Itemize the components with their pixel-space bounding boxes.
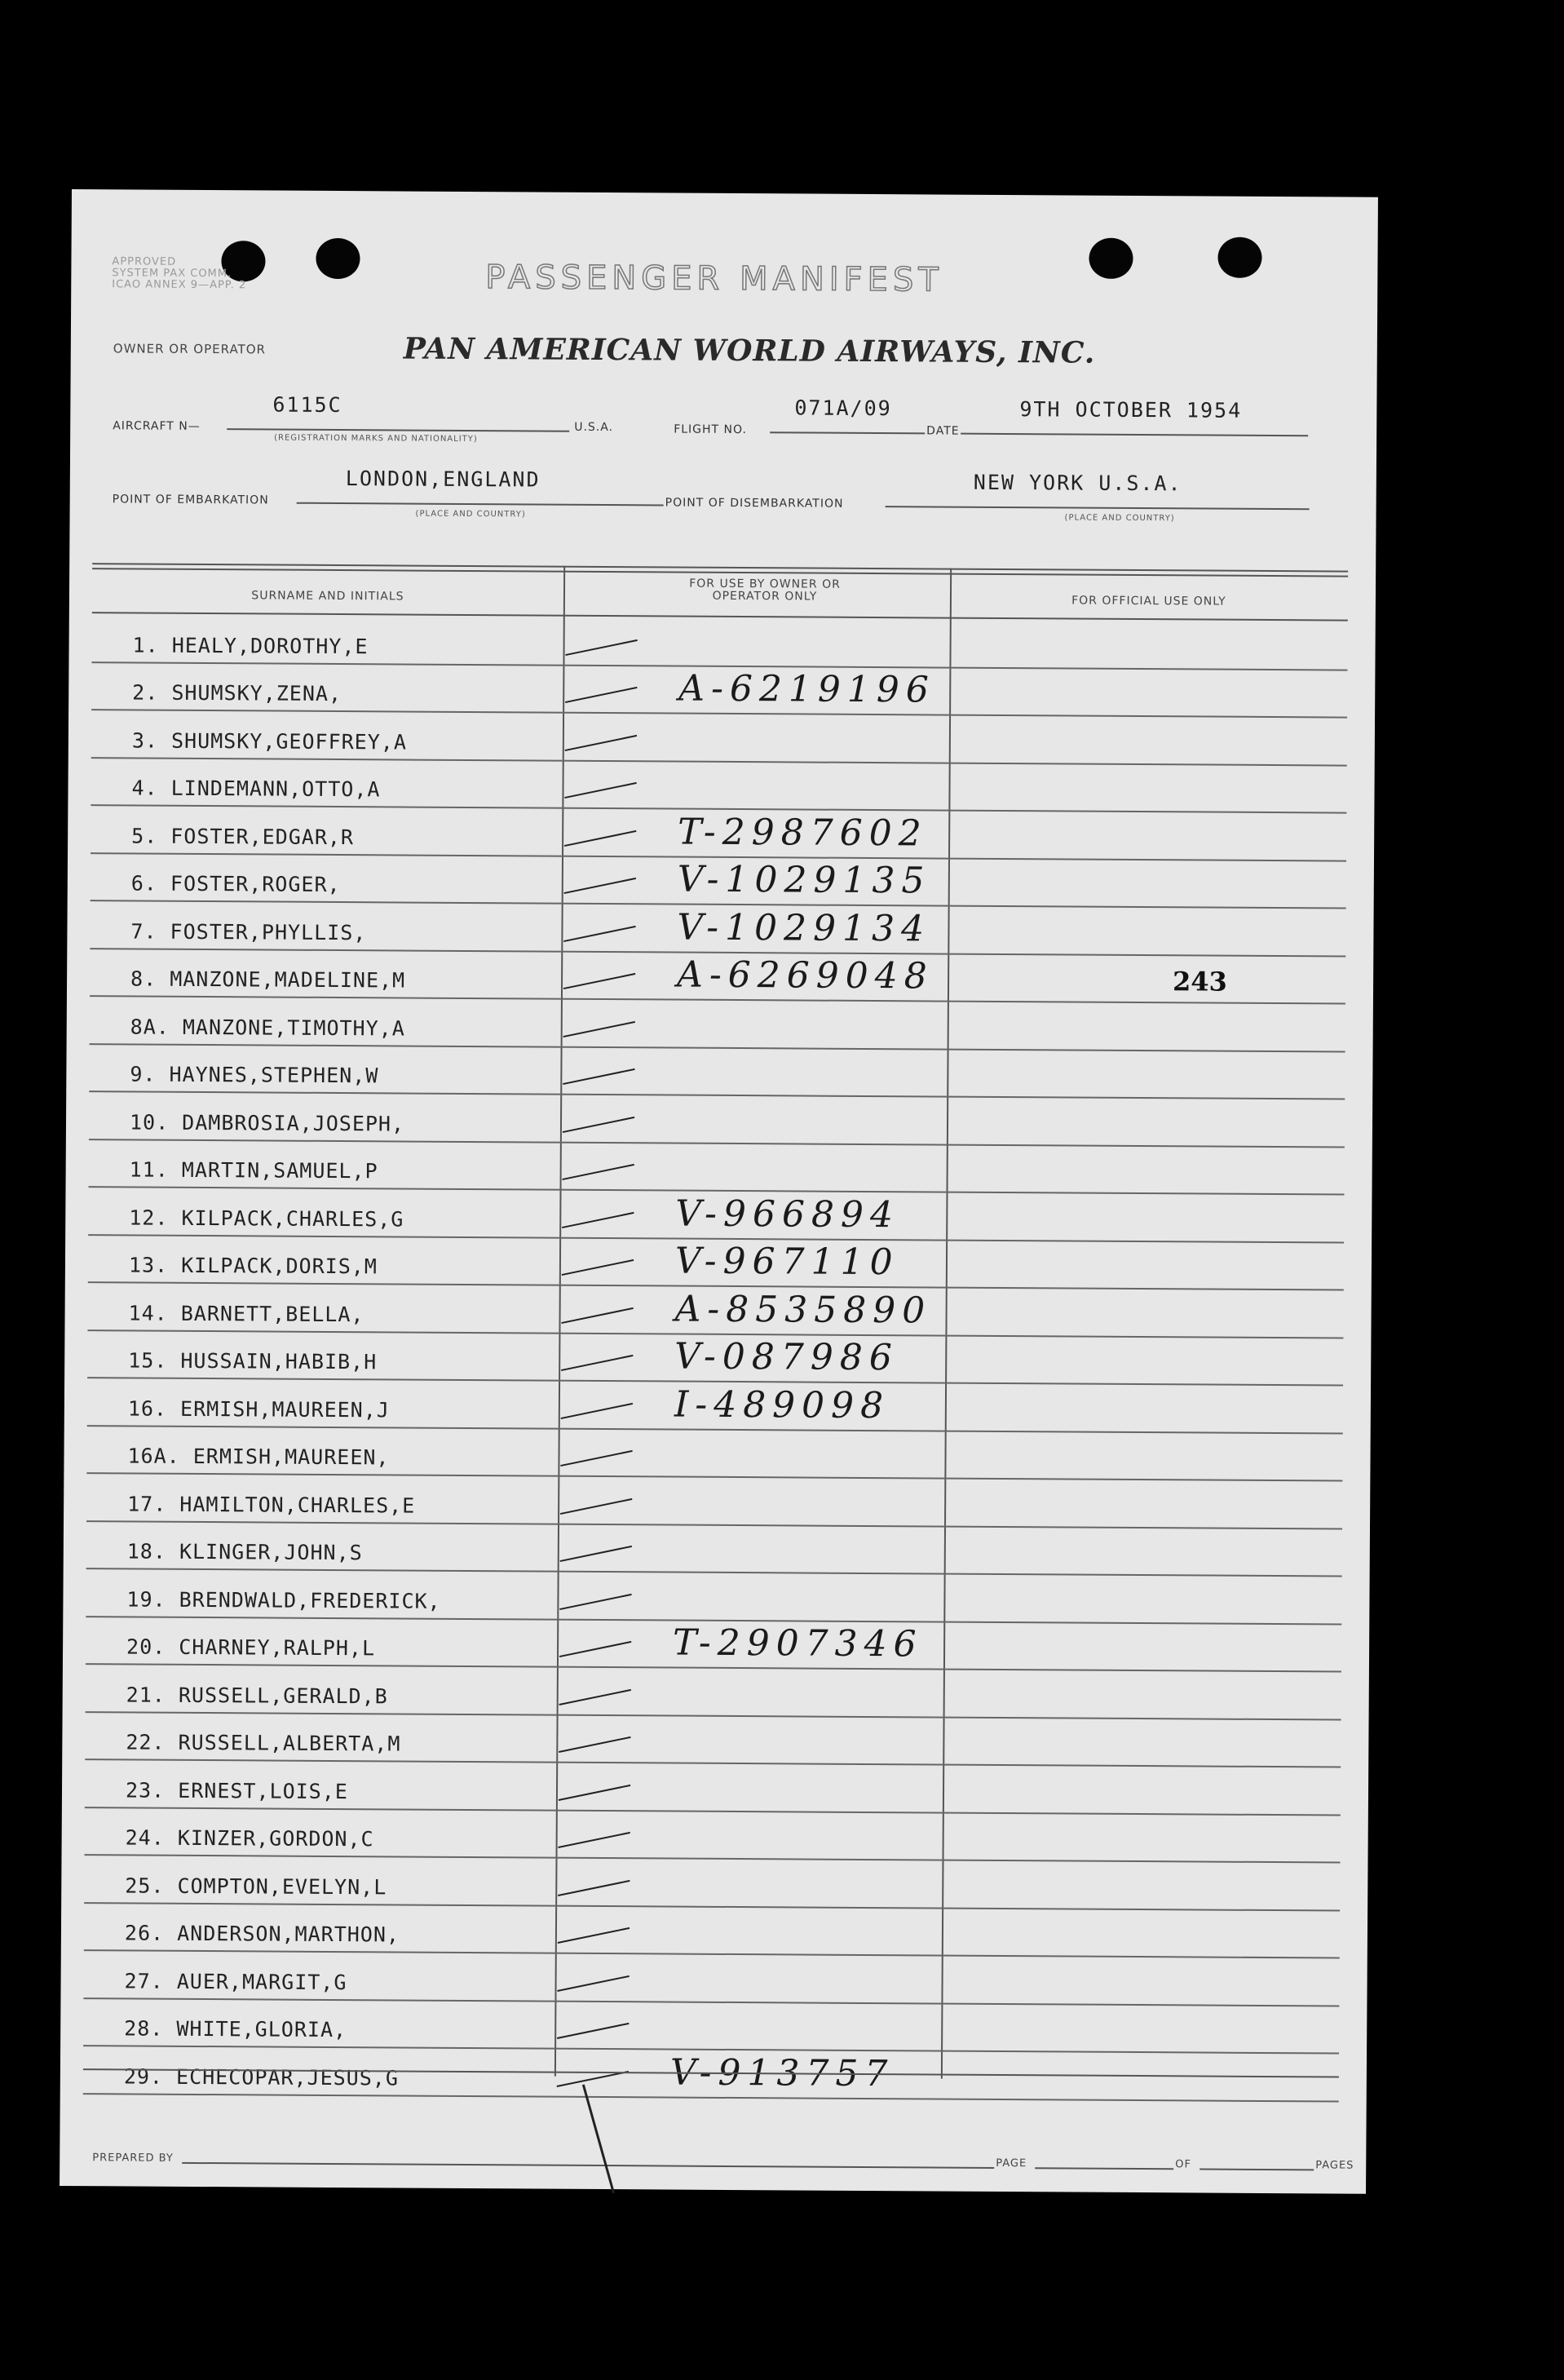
check-mark [559,1688,631,1705]
document-number: V-967110 [674,1240,899,1284]
manifest-table [83,563,1348,2095]
pages-underline [1200,2168,1314,2170]
passenger-name: 26. ANDERSON,MARTHON, [124,1921,400,1947]
document-number: V-1029135 [677,858,931,902]
aircraft-underline [227,428,569,432]
date-value: 9TH OCTOBER 1954 [1019,397,1243,422]
flight-label: FLIGHT NO. [674,422,747,437]
passenger-name: 12. KILPACK,CHARLES,G [129,1205,404,1232]
passenger-name: 19. BRENDWALD,FREDERICK, [126,1586,441,1613]
passenger-name: 23. ERNEST,LOIS,E [125,1777,348,1803]
check-mark [563,1020,635,1037]
document-number: I-489098 [674,1383,890,1427]
embark-underline [297,502,664,507]
approval-stamp [112,256,246,291]
column-header-owner-use: FOR USE BY OWNER OR OPERATOR ONLY [689,577,841,604]
passenger-name: 27. AUER,MARGIT,G [124,1968,347,1994]
embark-label: POINT OF EMBARKATION [112,493,269,507]
document-number: T-2907346 [672,1621,923,1666]
disembark-underline [886,506,1310,510]
document-number: V-913757 [669,2051,895,2095]
check-mark [563,1068,635,1085]
passenger-name: 6. FOSTER,ROGER, [130,871,341,897]
check-mark [565,687,638,703]
check-mark [558,1832,630,1848]
embark-sublabel: (PLACE AND COUNTRY) [415,509,526,520]
passenger-name: 7. FOSTER,PHYLLIS, [130,918,367,944]
check-mark [565,639,638,655]
document-number: V-1029134 [677,906,931,949]
check-mark [564,782,637,798]
check-mark [563,925,636,941]
check-mark [559,1641,632,1657]
punch-hole [316,238,360,279]
punch-hole [1217,237,1261,278]
approval-line: APPROVED [112,255,177,268]
passenger-name: 29. ECHECOPAR,JESUS,G [123,2064,400,2090]
prepared-by-label: PREPARED BY [92,2152,174,2165]
column-header-official: FOR OFFICIAL USE ONLY [1071,594,1226,608]
passenger-name: 8. MANZONE,MADELINE,M [130,967,406,993]
airline-name: PAN AMERICAN WORLD AIRWAYS, INC. [403,331,1096,370]
check-mark [563,1116,635,1132]
check-mark [562,1259,634,1276]
passenger-name: 17. HAMILTON,CHARLES,E [127,1491,416,1518]
check-mark [562,1164,634,1180]
approval-line: ICAO ANNEX 9—APP. 2 [112,278,247,292]
passenger-name: 11. MARTIN,SAMUEL,P [129,1157,378,1183]
aircraft-value: 6115C [272,392,342,418]
punch-hole [1089,238,1133,279]
passenger-name: 10. DAMBROSIA,JOSEPH, [129,1109,405,1136]
disembark-label: POINT OF DISEMBARKATION [665,496,844,511]
check-mark [560,1497,633,1514]
disembarkation-value: NEW YORK U.S.A. [973,470,1182,496]
of-label: OF [1175,2158,1191,2171]
passenger-name: 4. LINDEMANN,OTTO,A [131,776,381,802]
passenger-name: 9. HAYNES,STEPHEN,W [130,1062,379,1088]
check-mark [565,734,638,750]
check-mark [557,1975,630,1991]
form-title: PASSENGER MANIFEST [485,259,943,299]
passenger-name: 21. RUSSELL,GERALD,B [126,1682,388,1708]
check-mark [561,1402,634,1418]
passenger-name: 16. ERMISH,MAUREEN,J [127,1396,390,1422]
check-mark [559,1784,631,1800]
passenger-name: 15. HUSSAIN,HABIB,H [128,1348,378,1374]
document-number: A-6269048 [676,953,934,998]
document-number: V-087986 [674,1335,899,1379]
prepared-by-underline [182,2162,994,2169]
passenger-name: 14. BARNETT,BELLA, [128,1300,364,1326]
check-mark [564,878,637,894]
owner-label: OWNER OR OPERATOR [113,341,267,357]
date-label: DATE [926,424,960,438]
document-number: A-8535890 [674,1288,932,1331]
passenger-name: 28. WHITE,GLORIA, [124,2016,347,2042]
column-header-surname: SURNAME AND INITIALS [251,589,404,604]
passenger-name: 22. RUSSELL,ALBERTA,M [126,1730,401,1756]
passenger-name: 1. HEALY,DOROTHY,E [132,632,369,658]
check-mark [563,973,636,989]
passenger-name: 2. SHUMSKY,ZENA, [132,680,342,706]
approval-line: SYSTEM PAX COMM. [112,267,232,281]
page-underline [1035,2167,1173,2170]
document-number: A-6219196 [678,667,936,711]
date-underline [961,433,1308,437]
check-mark [558,1879,630,1896]
document-number: T-2987602 [678,811,928,854]
check-mark [560,1450,633,1466]
aircraft-sublabel: (REGISTRATION MARKS AND NATIONALITY) [274,433,478,445]
pen-stroke [582,2084,615,2193]
passenger-name: 8A. MANZONE,TIMOTHY,A [130,1014,405,1041]
passenger-name: 25. COMPTON,EVELYN,L [125,1873,387,1899]
passenger-name: 16A. ERMISH,MAUREEN, [127,1444,390,1470]
check-mark [562,1211,634,1228]
pages-label: PAGES [1315,2159,1354,2172]
official-note: 243 [1172,966,1228,998]
table-top-rule [92,563,1348,572]
passenger-name: 18. KLINGER,JOHN,S [126,1539,363,1565]
embarkation-value: LONDON,ENGLAND [345,467,541,492]
document-number: V-966894 [675,1192,900,1236]
passenger-name: 24. KINZER,GORDON,C [125,1825,374,1851]
nationality-text: U.S.A. [574,420,614,435]
check-mark [560,1546,633,1562]
check-mark [558,1927,630,1944]
check-mark [559,1593,632,1609]
check-mark [561,1355,634,1371]
check-mark [561,1307,634,1323]
check-mark [557,2023,630,2039]
manifest-sheet [60,189,1378,2194]
page-label: PAGE [996,2157,1027,2170]
passenger-name: 3. SHUMSKY,GEOFFREY,A [131,728,408,754]
check-mark [559,1736,631,1753]
passenger-name: 5. FOSTER,EDGAR,R [131,823,355,849]
aircraft-label: AIRCRAFT N— [113,419,201,433]
passenger-name: 13. KILPACK,DORIS,M [128,1253,378,1279]
flight-underline [770,431,925,434]
disembark-sublabel: (PLACE AND COUNTRY) [1064,513,1175,524]
check-mark [564,829,637,846]
passenger-name: 20. CHARNEY,RALPH,L [126,1635,376,1661]
flight-value: 071A/09 [794,396,892,421]
